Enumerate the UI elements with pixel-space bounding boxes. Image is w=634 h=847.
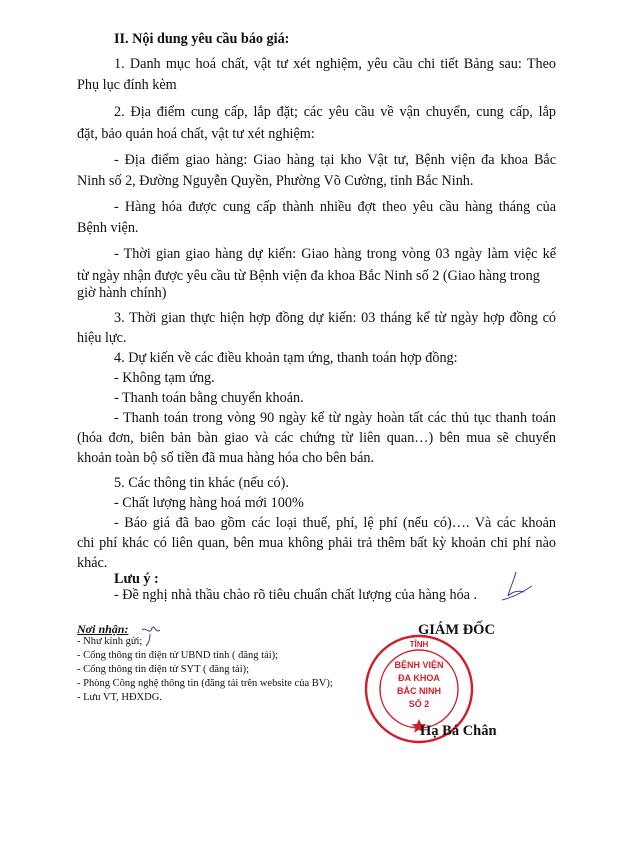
recipients-title: Nơi nhận: <box>77 622 129 636</box>
stamp-top-arc: TỈNH <box>409 640 429 649</box>
recipient-item: - Lưu VT, HĐXDG. <box>77 692 162 703</box>
item1-line2: Phụ lục đính kèm <box>77 77 177 93</box>
stamp-line4: SỐ 2 <box>408 699 430 709</box>
delivery-place-line2: Ninh số 2, Đường Nguyễn Quyền, Phường Võ Cường, tỉnh Bắc Ninh. <box>77 173 474 189</box>
item2-line1: 2. Địa điểm cung cấp, lắp đặt; các yêu cầu về vận chuyển, cung cấp, lắp <box>114 104 556 120</box>
item1-line1: 1. Danh mục hoá chất, vật tư xét nghiệm, yêu cầu chi tiết Bảng sau: Theo <box>114 56 556 72</box>
price-line1: - Báo giá đã bao gồm các loại thuế, phí, lệ phí (nếu có)…. Và các khoản <box>114 515 556 531</box>
recipient-item: - Như kính gửi; <box>77 636 143 647</box>
initial-mark-small-icon <box>138 622 168 648</box>
delivery-place-line1: - Địa điểm giao hàng: Giao hàng tại kho Vật tư, Bệnh viện đa khoa Bắc <box>114 152 556 168</box>
price-line2: chi phí khác có liên quan, bên mua không phải trả thêm bất kỳ khoản chi phí nào <box>77 535 556 551</box>
delivery-time-line1: - Thời gian giao hàng dự kiến: Giao hàng trong vòng 03 ngày làm việc kể <box>114 246 556 262</box>
quality: - Chất lượng hàng hoá mới 100% <box>114 495 304 511</box>
payment-line3: khoản toàn bộ số tiền đã mua hàng hóa cho bên bán. <box>77 450 375 466</box>
price-line3: khác. <box>77 555 108 571</box>
item5-line1: 5. Các thông tin khác (nếu có). <box>114 475 289 491</box>
delivery-time-line2: từ ngày nhận được yêu cầu từ Bệnh viện đa khoa Bắc Ninh số 2 (Giao hàng trong <box>77 268 540 284</box>
signer-name: Hạ Bá Chân <box>420 723 497 739</box>
recipient-item: - Cổng thông tin điện tử SYT ( đăng tải); <box>77 664 250 675</box>
no-advance: - Không tạm ứng. <box>114 370 215 386</box>
payment-line1: - Thanh toán trong vòng 90 ngày kể từ ngày hoàn tất các thủ tục thanh toán <box>114 410 556 426</box>
recipient-item: - Phòng Công nghệ thông tin (đăng tải trên website của BV); <box>77 678 333 689</box>
item2-line2: đặt, bảo quản hoá chất, vật tư xét nghiệm: <box>77 126 315 142</box>
goods-supply-line1: - Hàng hóa được cung cấp thành nhiều đợt theo yêu cầu hàng tháng của <box>114 199 556 215</box>
bank-transfer: - Thanh toán bằng chuyển khoản. <box>114 390 304 406</box>
stamp-line2: ĐA KHOA <box>398 673 440 683</box>
section-title: II. Nội dung yêu cầu báo giá: <box>114 31 290 47</box>
item4-line1: 4. Dự kiến về các điều khoản tạm ứng, thanh toán hợp đồng: <box>114 350 458 366</box>
recipient-item: - Cổng thông tin điện tử UBND tỉnh ( đăng tải); <box>77 650 279 661</box>
initial-mark-icon <box>496 566 536 606</box>
item3-line1: 3. Thời gian thực hiện hợp đồng dự kiến: 03 tháng kể từ ngày hợp đồng có <box>114 310 556 326</box>
note-text: - Đề nghị nhà thầu chào rõ tiêu chuẩn chất lượng của hàng hóa . <box>114 587 478 603</box>
signer-position: GIÁM ĐỐC <box>418 622 495 638</box>
item3-line2: hiệu lực. <box>77 330 127 346</box>
delivery-time-line3: giờ hành chính) <box>77 285 167 301</box>
stamp-line3: BẮC NINH <box>397 686 441 696</box>
payment-line2: (hóa đơn, biên bản bàn giao và các chứng từ liên quan…) bên mua sẽ chuyển <box>77 430 556 446</box>
stamp-line1: BỆNH VIỆN <box>394 660 444 670</box>
goods-supply-line2: Bệnh viện. <box>77 220 139 236</box>
note-title: Lưu ý : <box>114 571 159 587</box>
